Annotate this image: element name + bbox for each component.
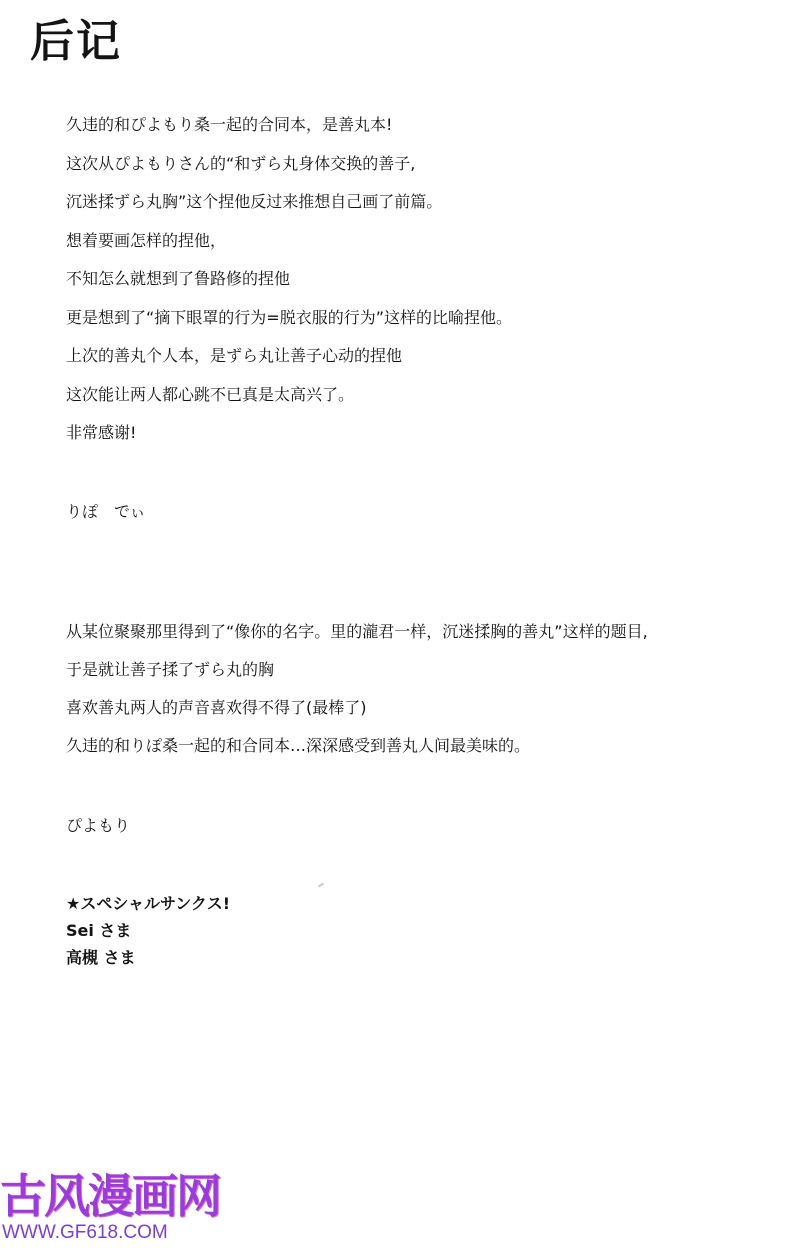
paper-speck <box>318 882 324 887</box>
afterword-line: 不知怎么就想到了鲁路修的捏他 <box>66 269 291 288</box>
signature-piyomori: ぴよもり <box>66 816 131 835</box>
watermark-url: WWW.GF618.COM <box>2 1222 168 1243</box>
afterword-line: 这次能让两人都心跳不已真是太高兴了。 <box>66 384 355 404</box>
afterword-line: 喜欢善丸两人的声音喜欢得不得了(最棒了) <box>66 698 367 717</box>
afterword-line: 非常感谢! <box>66 423 137 442</box>
page-title: 后记 <box>30 16 122 67</box>
watermark <box>0 1170 220 1244</box>
afterword-section-b <box>66 622 766 774</box>
afterword-line: 于是就让善子揉了ずら丸的胸 <box>66 660 275 679</box>
signature-ripo-dei: りぽ でぃ <box>66 502 146 521</box>
afterword-section-a <box>66 115 766 462</box>
afterword-line: 上次的善丸个人本，是ずら丸让善子心动的捏他 <box>66 346 403 365</box>
special-thanks-section <box>66 894 766 975</box>
special-thanks-name: Sei さま <box>66 921 132 940</box>
afterword-line: 更是想到了“摘下眼罩的行为=脱衣服的行为”这样的比喻捏他。 <box>66 307 512 327</box>
afterword-line: 久违的和りぽ桑一起的和合同本…深深感受到善丸人间最美味的。 <box>66 736 531 755</box>
afterword-line: 这次从ぴよもりさん的“和ずら丸身体交换的善子, <box>66 153 416 173</box>
afterword-line: 沉迷揉ずら丸胸”这个捏他反过来推想自己画了前篇。 <box>66 192 443 211</box>
special-thanks-name: 高槻 さま <box>66 948 136 967</box>
watermark-title: 古风漫画网 <box>0 1169 220 1223</box>
afterword-line: 从某位聚聚那里得到了“像你的名字。里的瀧君一样，沉迷揉胸的善丸”这样的题目, <box>66 622 648 641</box>
special-thanks-heading: ★スペシャルサンクス! <box>66 894 231 913</box>
afterword-line: 久违的和ぴよもり桑一起的合同本，是善丸本! <box>66 115 393 134</box>
afterword-line: 想着要画怎样的捏他， <box>66 230 227 250</box>
